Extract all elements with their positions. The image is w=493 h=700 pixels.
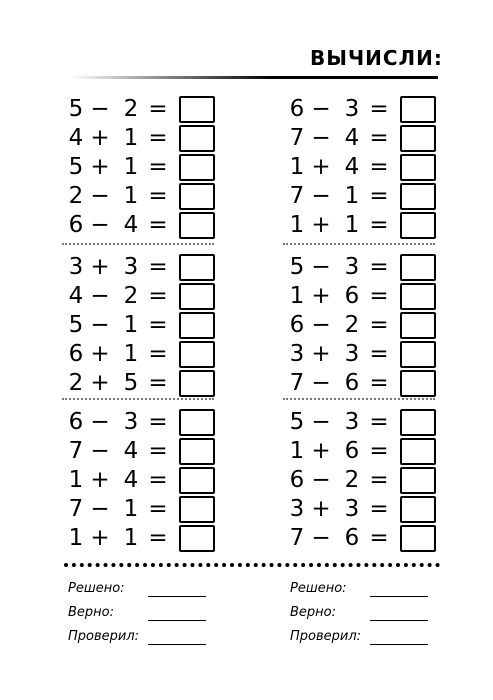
answer-box[interactable] (179, 183, 215, 210)
answer-box[interactable] (400, 370, 436, 397)
operator: + (311, 341, 331, 367)
second-operand: 4 (123, 438, 139, 464)
second-operand: 4 (344, 154, 360, 180)
first-operand: 4 (68, 125, 84, 151)
first-operand: 6 (68, 341, 84, 367)
answer-box[interactable] (400, 283, 436, 310)
solved-blank-right[interactable] (370, 596, 428, 597)
answer-box[interactable] (179, 341, 215, 368)
checked-label-left: Проверил: (68, 629, 140, 644)
operator: − (90, 409, 110, 435)
operator: + (90, 370, 110, 396)
first-operand: 6 (68, 409, 84, 435)
answer-box[interactable] (179, 312, 215, 339)
second-operand: 6 (344, 283, 360, 309)
answer-box[interactable] (179, 154, 215, 181)
answer-box[interactable] (179, 212, 215, 239)
answer-box[interactable] (179, 525, 215, 552)
second-operand: 2 (344, 312, 360, 338)
second-operand: 2 (123, 283, 139, 309)
operator: + (311, 496, 331, 522)
second-operand: 3 (344, 254, 360, 280)
first-operand: 7 (68, 496, 84, 522)
group-divider (283, 398, 435, 400)
second-operand: 4 (123, 467, 139, 493)
second-operand: 3 (344, 496, 360, 522)
first-operand: 7 (68, 438, 84, 464)
footer-divider (64, 563, 440, 567)
first-operand: 4 (68, 283, 84, 309)
operator: − (90, 212, 110, 238)
answer-box[interactable] (179, 496, 215, 523)
first-operand: 6 (289, 96, 305, 122)
operator: − (311, 409, 331, 435)
first-operand: 1 (289, 212, 305, 238)
first-operand: 6 (289, 312, 305, 338)
equals-sign: = (369, 283, 389, 309)
answer-box[interactable] (179, 125, 215, 152)
first-operand: 7 (289, 125, 305, 151)
operator: − (311, 254, 331, 280)
second-operand: 6 (344, 438, 360, 464)
equals-sign: = (369, 409, 389, 435)
equals-sign: = (148, 212, 168, 238)
operator: − (90, 96, 110, 122)
equals-sign: = (369, 154, 389, 180)
solved-label-right: Решено: (290, 581, 347, 596)
second-operand: 1 (123, 525, 139, 551)
answer-box[interactable] (400, 212, 436, 239)
answer-box[interactable] (179, 370, 215, 397)
solved-blank-left[interactable] (148, 596, 206, 597)
operator: − (311, 467, 331, 493)
operator: + (90, 525, 110, 551)
first-operand: 1 (68, 467, 84, 493)
correct-blank-right[interactable] (370, 620, 428, 621)
correct-label-right: Верно: (290, 605, 337, 620)
operator: − (311, 312, 331, 338)
operator: + (311, 154, 331, 180)
equals-sign: = (369, 183, 389, 209)
operator: − (311, 370, 331, 396)
first-operand: 5 (289, 409, 305, 435)
first-operand: 2 (68, 183, 84, 209)
second-operand: 6 (344, 525, 360, 551)
first-operand: 1 (289, 283, 305, 309)
operator: + (311, 212, 331, 238)
first-operand: 7 (289, 370, 305, 396)
equals-sign: = (148, 496, 168, 522)
answer-box[interactable] (400, 154, 436, 181)
operator: + (90, 125, 110, 151)
answer-box[interactable] (400, 341, 436, 368)
second-operand: 1 (123, 154, 139, 180)
answer-box[interactable] (400, 409, 436, 436)
correct-blank-left[interactable] (148, 620, 206, 621)
second-operand: 5 (123, 370, 139, 396)
operator: − (311, 96, 331, 122)
operator: + (311, 283, 331, 309)
second-operand: 4 (344, 125, 360, 151)
answer-box[interactable] (400, 525, 436, 552)
second-operand: 1 (344, 212, 360, 238)
equals-sign: = (369, 254, 389, 280)
answer-box[interactable] (400, 496, 436, 523)
second-operand: 1 (123, 183, 139, 209)
equals-sign: = (369, 525, 389, 551)
second-operand: 1 (123, 312, 139, 338)
equals-sign: = (148, 96, 168, 122)
second-operand: 3 (123, 409, 139, 435)
first-operand: 6 (289, 467, 305, 493)
equals-sign: = (369, 125, 389, 151)
operator: − (90, 283, 110, 309)
equals-sign: = (148, 312, 168, 338)
second-operand: 1 (123, 496, 139, 522)
answer-box[interactable] (179, 96, 215, 123)
group-divider (283, 243, 435, 245)
equals-sign: = (369, 438, 389, 464)
equals-sign: = (148, 341, 168, 367)
correct-label-left: Верно: (68, 605, 115, 620)
operator: − (90, 312, 110, 338)
second-operand: 3 (344, 409, 360, 435)
group-divider (62, 398, 214, 400)
operator: + (90, 467, 110, 493)
first-operand: 7 (289, 183, 305, 209)
operator: − (90, 183, 110, 209)
solved-label-left: Решено: (68, 581, 125, 596)
second-operand: 3 (344, 96, 360, 122)
second-operand: 1 (123, 125, 139, 151)
first-operand: 5 (68, 312, 84, 338)
equals-sign: = (148, 409, 168, 435)
operator: − (311, 125, 331, 151)
equals-sign: = (148, 154, 168, 180)
operator: + (90, 254, 110, 280)
answer-box[interactable] (179, 409, 215, 436)
second-operand: 3 (344, 341, 360, 367)
equals-sign: = (148, 467, 168, 493)
first-operand: 5 (289, 254, 305, 280)
answer-box[interactable] (400, 312, 436, 339)
equals-sign: = (369, 467, 389, 493)
first-operand: 3 (289, 496, 305, 522)
first-operand: 3 (68, 254, 84, 280)
operator: − (311, 525, 331, 551)
answer-box[interactable] (400, 125, 436, 152)
equals-sign: = (148, 254, 168, 280)
group-divider (62, 243, 214, 245)
title-underline (70, 76, 438, 79)
answer-box[interactable] (179, 438, 215, 465)
answer-box[interactable] (179, 467, 215, 494)
first-operand: 2 (68, 370, 84, 396)
operator: − (90, 496, 110, 522)
equals-sign: = (148, 125, 168, 151)
equals-sign: = (148, 370, 168, 396)
second-operand: 2 (123, 96, 139, 122)
equals-sign: = (369, 496, 389, 522)
page-title: ВЫЧИСЛИ: (310, 46, 443, 70)
operator: + (311, 438, 331, 464)
checked-blank-right[interactable] (370, 644, 428, 645)
equals-sign: = (369, 341, 389, 367)
equals-sign: = (148, 183, 168, 209)
operator: + (90, 341, 110, 367)
second-operand: 3 (123, 254, 139, 280)
first-operand: 7 (289, 525, 305, 551)
equals-sign: = (369, 370, 389, 396)
answer-box[interactable] (179, 283, 215, 310)
equals-sign: = (369, 96, 389, 122)
answer-box[interactable] (400, 438, 436, 465)
checked-blank-left[interactable] (148, 644, 206, 645)
first-operand: 1 (68, 525, 84, 551)
second-operand: 1 (344, 183, 360, 209)
answer-box[interactable] (400, 254, 436, 281)
second-operand: 1 (123, 341, 139, 367)
equals-sign: = (369, 312, 389, 338)
answer-box[interactable] (400, 96, 436, 123)
first-operand: 5 (68, 96, 84, 122)
first-operand: 3 (289, 341, 305, 367)
operator: − (90, 438, 110, 464)
first-operand: 6 (68, 212, 84, 238)
equals-sign: = (148, 525, 168, 551)
answer-box[interactable] (400, 467, 436, 494)
first-operand: 1 (289, 154, 305, 180)
answer-box[interactable] (179, 254, 215, 281)
second-operand: 4 (123, 212, 139, 238)
checked-label-right: Проверил: (290, 629, 362, 644)
operator: − (311, 183, 331, 209)
second-operand: 6 (344, 370, 360, 396)
answer-box[interactable] (400, 183, 436, 210)
equals-sign: = (148, 438, 168, 464)
first-operand: 1 (289, 438, 305, 464)
first-operand: 5 (68, 154, 84, 180)
second-operand: 2 (344, 467, 360, 493)
equals-sign: = (369, 212, 389, 238)
equals-sign: = (148, 283, 168, 309)
operator: + (90, 154, 110, 180)
